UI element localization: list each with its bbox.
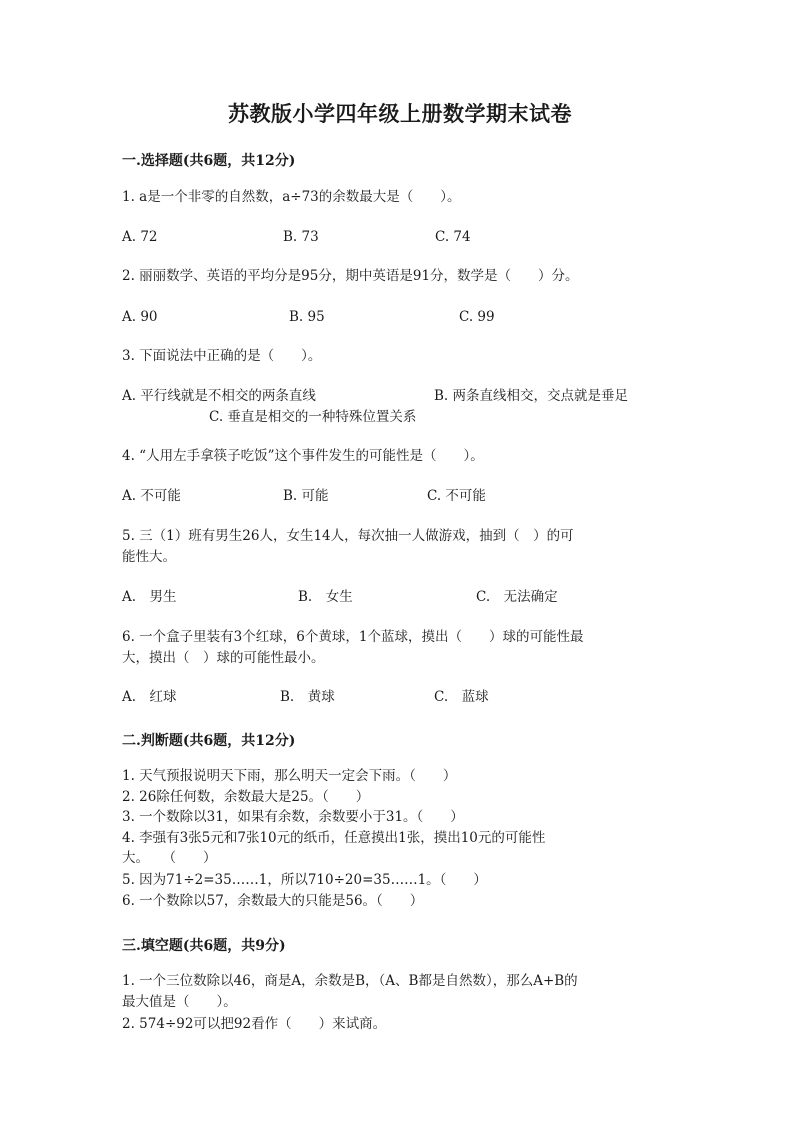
option-a: A. 红球 xyxy=(122,689,177,705)
question-stem: 5. 三（1）班有男生26人，女生14人，每次抽一人做游戏，抽到（ ）的可 xyxy=(122,528,574,544)
fill-blank-item-continued: 最大值是（ ）。 xyxy=(122,994,237,1010)
judgment-item: 3. 一个数除以31，如果有余数，余数要小于31。（ ） xyxy=(122,809,464,825)
section-header-fill-blank: 三.填空题(共6题，共9分) xyxy=(122,938,286,954)
question-stem-continued: 能性大。 xyxy=(122,549,176,565)
question-stem: 3. 下面说法中正确的是（ ）。 xyxy=(122,348,322,364)
option-a: A. 90 xyxy=(122,309,158,325)
judgment-item: 1. 天气预报说明天下雨，那么明天一定会下雨。（ ） xyxy=(122,768,457,784)
option-b: B. 73 xyxy=(283,229,319,245)
section-header-multiple-choice: 一.选择题(共6题，共12分) xyxy=(122,153,296,169)
judgment-item-continued: 大。 （ ） xyxy=(122,850,217,866)
option-c: C. 无法确定 xyxy=(476,589,558,605)
question-stem: 4. “人用左手拿筷子吃饭”这个事件发生的可能性是（ ）。 xyxy=(122,448,484,464)
option-a: A. 不可能 xyxy=(122,488,181,504)
option-b: B. 两条直线相交，交点就是垂足 xyxy=(434,388,629,404)
option-c: C. 74 xyxy=(435,229,471,245)
question-stem-continued: 大，摸出（ ）球的可能性最小。 xyxy=(122,650,325,666)
question-stem: 1. a是一个非零的自然数，a÷73的余数最大是（ ）。 xyxy=(122,189,461,205)
option-c: C. 99 xyxy=(459,309,495,325)
option-a: A. 平行线就是不相交的两条直线 xyxy=(122,388,316,404)
section-header-true-false: 二.判断题(共6题，共12分) xyxy=(122,733,296,749)
judgment-item: 5. 因为71÷2=35……1，所以710÷20=35……1。（ ） xyxy=(122,872,487,888)
fill-blank-item: 1. 一个三位数除以46，商是A，余数是B，（A、B都是自然数），那么A+B的 xyxy=(122,973,578,989)
page-title: 苏教版小学四年级上册数学期末试卷 xyxy=(228,101,572,126)
option-a: A. 男生 xyxy=(122,589,177,605)
judgment-item: 4. 李强有3张5元和7张10元的纸币，任意摸出1张，摸出10元的可能性 xyxy=(122,830,546,846)
option-a: A. 72 xyxy=(122,229,158,245)
question-stem: 6. 一个盒子里装有3个红球，6个黄球，1个蓝球，摸出（ ）球的可能性最 xyxy=(122,629,584,645)
judgment-item: 6. 一个数除以57，余数最大的只能是56。（ ） xyxy=(122,893,424,909)
judgment-item: 2. 26除任何数，余数最大是25。（ ） xyxy=(122,789,370,805)
option-c: C. 蓝球 xyxy=(434,689,489,705)
option-b: B. 可能 xyxy=(283,488,329,504)
option-b: B. 黄球 xyxy=(280,689,335,705)
option-b: B. 95 xyxy=(289,309,325,325)
option-c: C. 垂直是相交的一种特殊位置关系 xyxy=(209,409,417,425)
fill-blank-item: 2. 574÷92可以把92看作（ ）来试商。 xyxy=(122,1016,387,1032)
option-b: B. 女生 xyxy=(298,589,353,605)
question-stem: 2. 丽丽数学、英语的平均分是95分，期中英语是91分，数学是（ ）分。 xyxy=(122,268,579,284)
option-c: C. 不可能 xyxy=(427,488,486,504)
